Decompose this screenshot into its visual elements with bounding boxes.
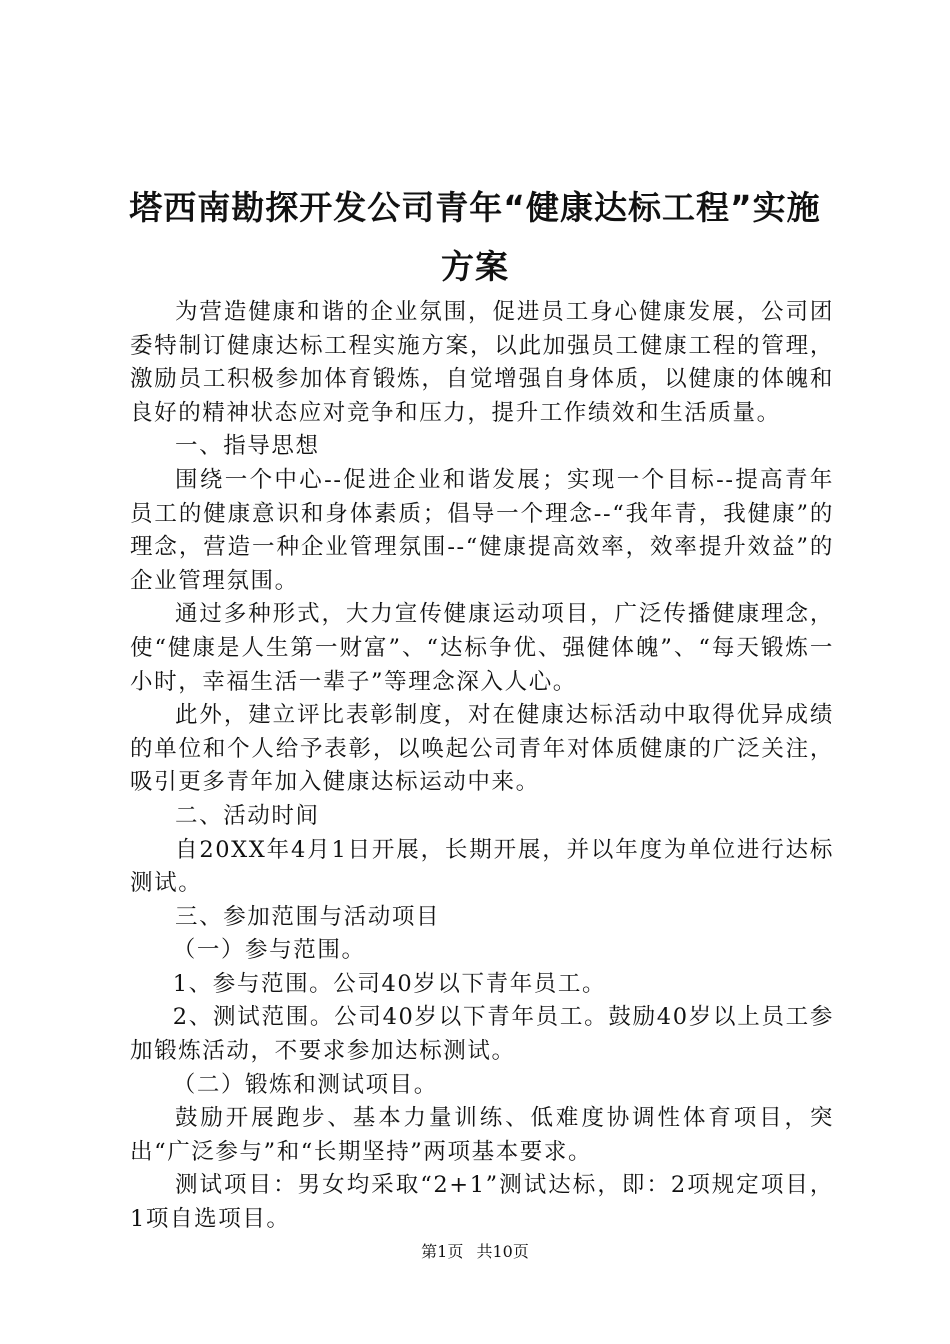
section-heading-scope-items: 三、参加范围与活动项目 bbox=[175, 903, 441, 930]
subheading-scope: （一）参与范围。 bbox=[172, 937, 366, 964]
document-title: 塔西南勘探开发公司青年“健康达标工程”实施方案 bbox=[129, 188, 821, 286]
paragraph-guiding-ideology: 围绕一个中心--促进企业和谐发展；实现一个目标--提高青年员工的健康意识和身体素质；倡导一个理念--“我年青，我健康”的理念，营造一种企业管理氛围--“健康提高效率，效率提升效益”的企业管理氛围。 bbox=[130, 466, 834, 594]
intro-paragraph: 为营造健康和谐的企业氛围，促进员工身心健康发展，公司团委特制订健康达标工程实施方案，以此加强员工健康工程的管理，激励员工积极参加体育锻炼，自觉增强自身体质，以健康的体魄和良好的精神状态应对竞争和压力，提升工作绩效和生活质量。 bbox=[130, 299, 834, 426]
list-item-test-scope: 2、测试范围。公司40岁以下青年员工。鼓励40岁以上员工参加锻炼活动，不要求参加达标测试。 bbox=[130, 1004, 834, 1065]
subheading-exercise-test-items: （二）锻炼和测试项目。 bbox=[172, 1071, 438, 1098]
page-footer bbox=[0, 1240, 950, 1264]
paragraph-test-items: 测试项目：男女均采取“2+1”测试达标，即：2项规定项目，1项自选项目。 bbox=[130, 1172, 834, 1233]
list-item-participation: 1、参与范围。公司40岁以下青年员工。 bbox=[172, 970, 607, 997]
page-number-total: 共10页 bbox=[476, 1242, 529, 1261]
paragraph-encourage-exercise: 鼓励开展跑步、基本力量训练、低难度协调性体育项目，突出“广泛参与”和“长期坚持”两项基本要求。 bbox=[130, 1105, 834, 1165]
document-body bbox=[130, 296, 834, 1237]
paragraph-publicity: 通过多种形式，大力宣传健康运动项目，广泛传播健康理念，使“健康是人生第一财富”、“达标争优、强健体魄”、“每天锻炼一小时，幸福生活一辈子”等理念深入人心。 bbox=[130, 601, 834, 695]
paragraph-activity-time: 自20XX年4月1日开展，长期开展，并以年度为单位进行达标测试。 bbox=[130, 836, 834, 897]
paragraph-awards: 此外，建立评比表彰制度，对在健康达标活动中取得优异成绩的单位和个人给予表彰，以唤起公司青年对体质健康的广泛关注，吸引更多青年加入健康达标运动中来。 bbox=[130, 702, 834, 796]
page-number-current: 第1页 bbox=[421, 1242, 464, 1261]
section-heading-guiding-ideology: 一、指导思想 bbox=[175, 433, 320, 460]
section-heading-activity-time: 二、活动时间 bbox=[175, 802, 320, 829]
